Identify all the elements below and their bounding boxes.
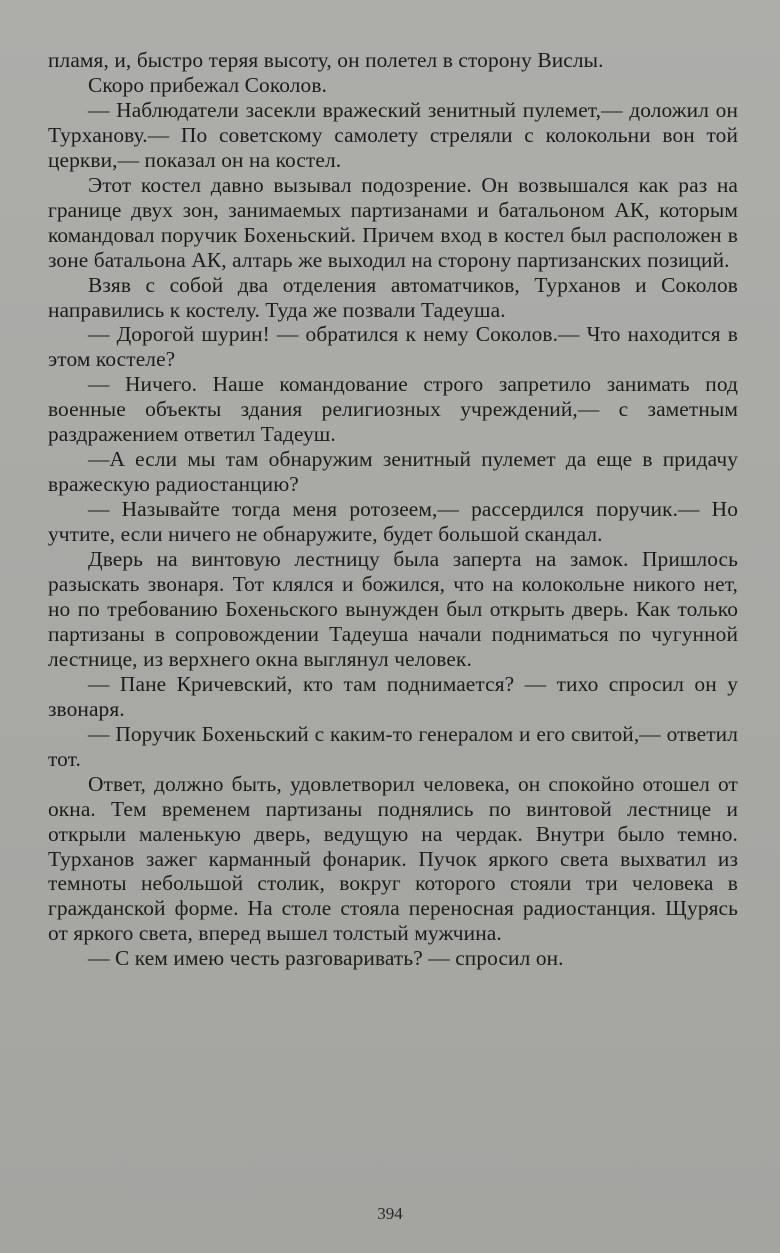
paragraph-11: — Пане Кричевский, кто там поднимается? — тихо спросил он у звонаря.: [48, 671, 738, 721]
paragraph-14: — С кем имею честь разговаривать? — спросил он.: [88, 946, 564, 971]
paragraph-13: Ответ, должно быть, удовлетворил человека, он спокойно отошел от окна. Тем временем партизаны поднялись по винтовой лестнице и открыли маленькую дверь, ведущую на чердак. Внутри было темно. Турханов зажег карманный фонарик. Пучок яркого света выхватил из темноты небольшой столик, вокруг которого стояли три человека в гражданской форме. На столе стояла переносная радиостанция. Щурясь от яркого света, вперед вышел толстый мужчина.: [48, 771, 738, 946]
paragraph-8: —А если мы там обнаружим зенитный пулемет да еще в придачу вражескую радиостанцию?: [48, 447, 738, 497]
paragraph-10: Дверь на винтовую лестницу была заперта на замок. Пришлось разыскать звонаря. Тот клялся и божился, что на колокольне никого нет, но по требованию Бохеньского вынужден был открыть дверь. Как только партизаны в сопровождении Тадеуша начали подниматься по чугунной лестнице, из верхнего окна выглянул человек.: [48, 547, 738, 671]
paragraph-4: Этот костел давно вызывал подозрение. Он возвышался как раз на границе двух зон, занимаемых партизанами и батальоном АК, которым командовал поручик Бохеньский. Причем вход в костел был расположен в зоне батальона АК, алтарь же выходил на сторону партизанских позиций.: [48, 172, 738, 272]
body-text: [48, 48, 738, 971]
paragraph-2: Скоро прибежал Соколов.: [88, 72, 327, 97]
paragraph-6: — Дорогой шурин! — обратился к нему Соколов.— Что находится в этом костеле?: [48, 322, 738, 372]
paragraph-3: — Наблюдатели засекли вражеский зенитный пулемет,— доложил он Турханову.— По советскому самолету стреляли с колокольни вон той церкви,— показал он на костел.: [48, 97, 738, 172]
paragraph-7: — Ничего. Наше командование строго запретило занимать под военные объекты здания религиозных учреждений,— с заметным раздражением ответил Тадеуш.: [48, 372, 738, 447]
paragraph-9: — Называйте тогда меня ротозеем,— рассердился поручик.— Но учтите, если ничего не обнаружите, будет большой скандал.: [48, 497, 738, 547]
paragraph-12: — Поручик Бохеньский с каким-то генералом и его свитой,— ответил тот.: [48, 721, 738, 771]
paragraph-1: пламя, и, быстро теряя высоту, он полетел в сторону Вислы.: [48, 48, 604, 72]
paragraph-5: Взяв с собой два отделения автоматчиков, Турханов и Соколов направились к костелу. Туда же позвали Тадеуша.: [48, 272, 738, 322]
page-number: 394: [377, 1204, 403, 1223]
